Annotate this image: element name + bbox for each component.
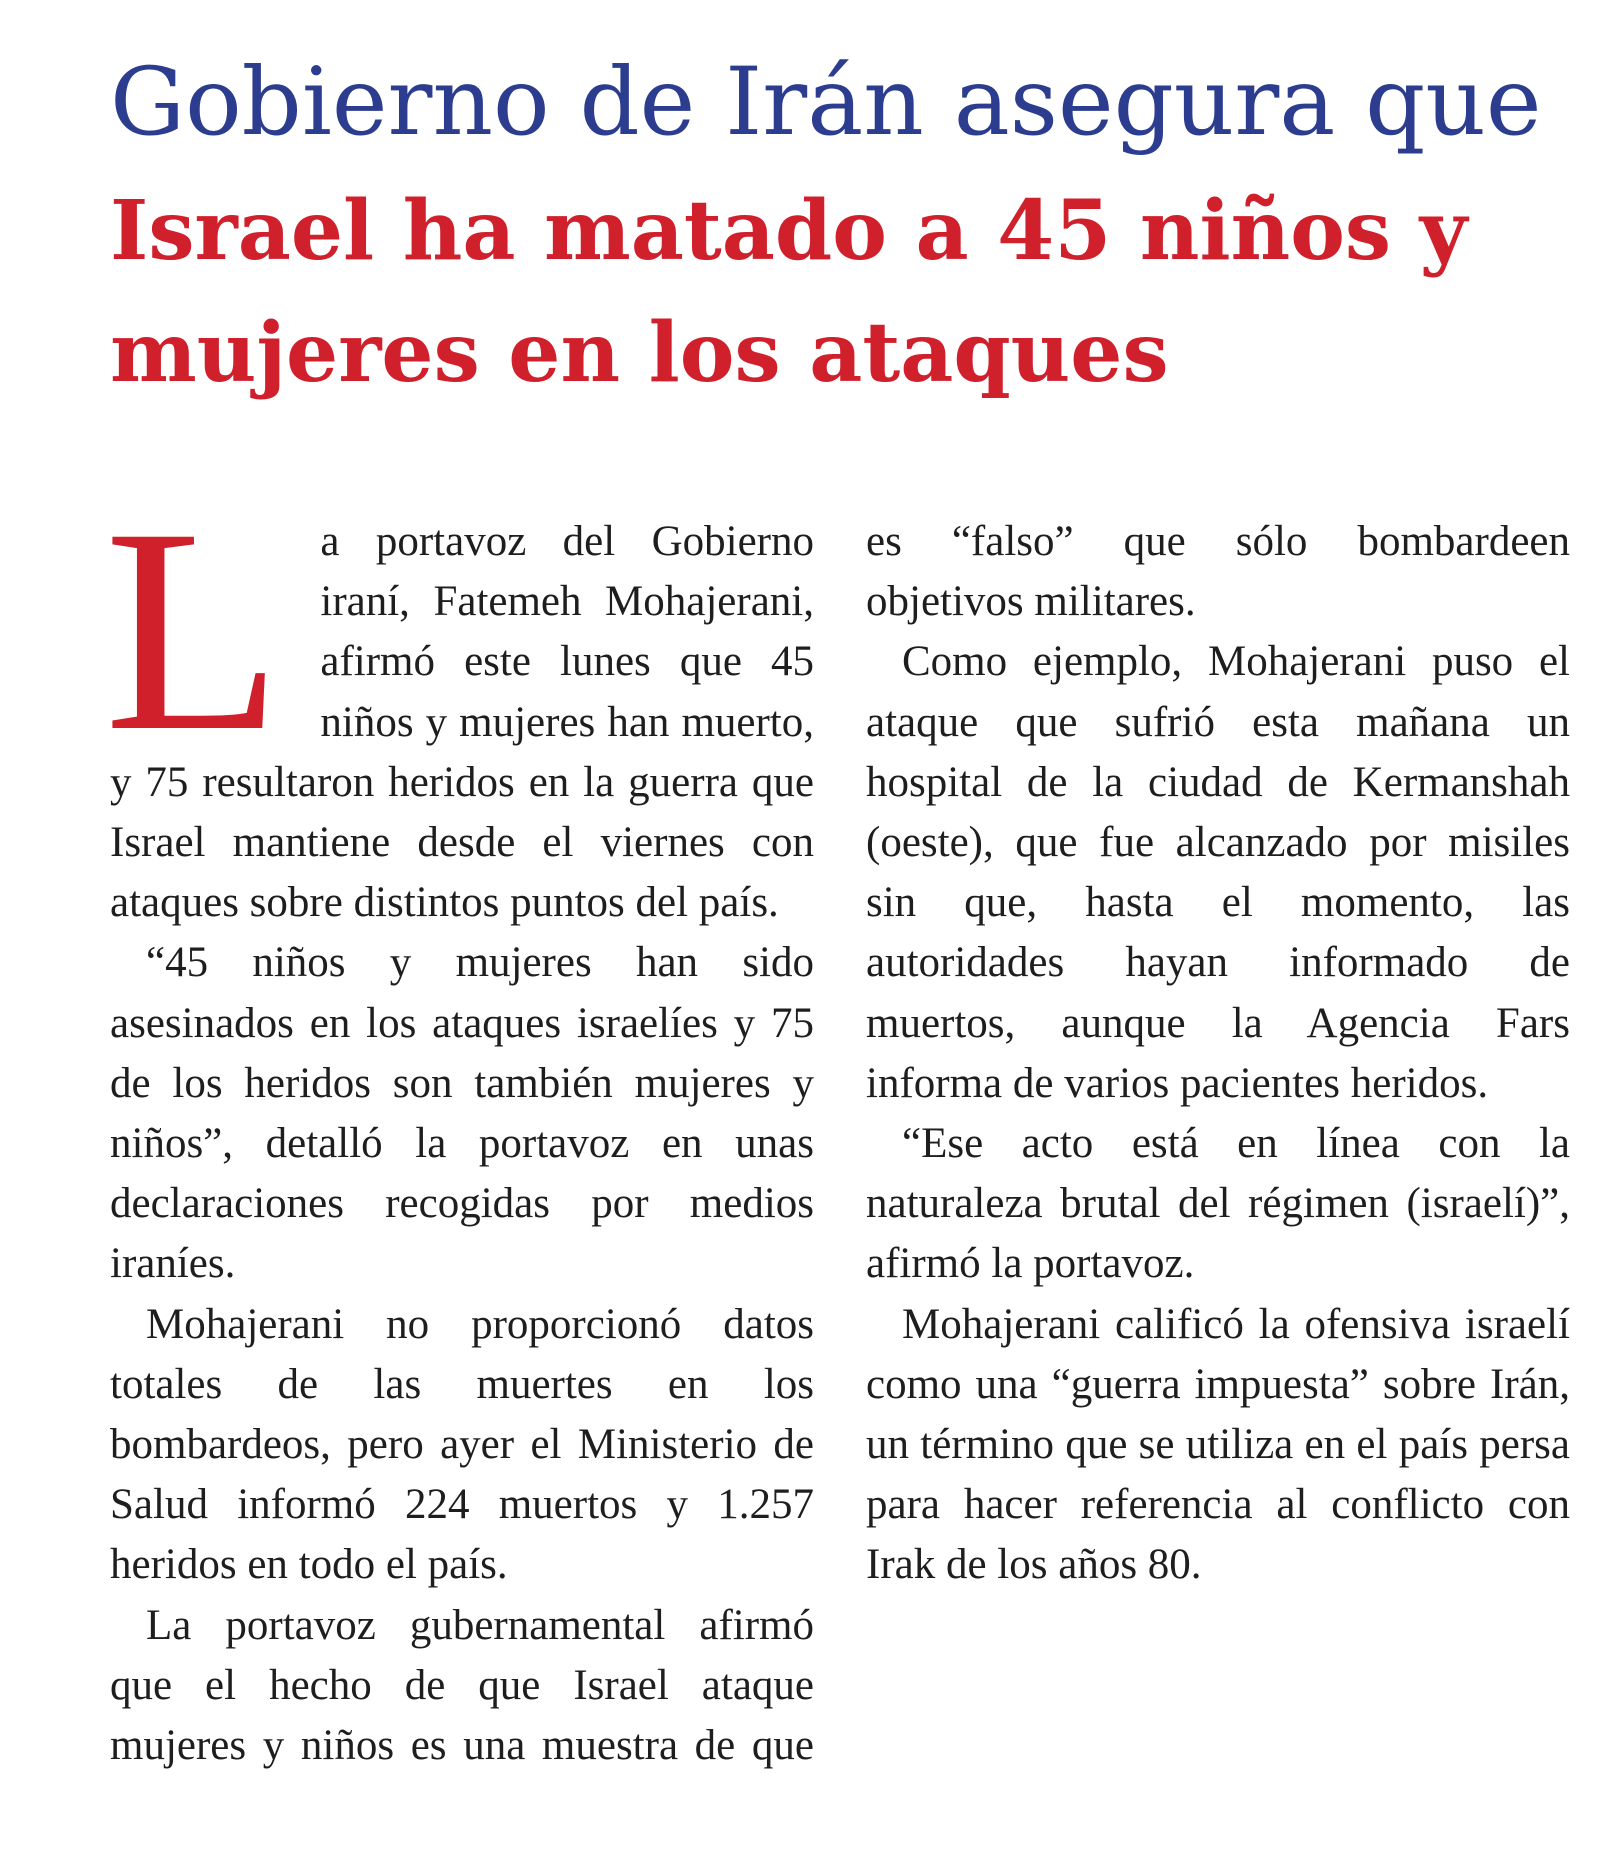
article-paragraph-6: “Ese acto está en línea con la naturaleza brutal del régimen (israelí)”, afirmó la portavoz. bbox=[866, 1120, 1570, 1288]
article-paragraph-4: La portavoz gubernamental afirmó que el hecho de que Israel ataque mujeres y niños es una muestra de que es “falso” que sólo bombardeen objetivos militares. bbox=[110, 518, 1570, 1770]
article-paragraph-3: Mohajerani no proporcionó datos totales de las muertes en los bombardeos, pero ayer el Ministerio de Salud informó 224 muertos y 1.257 heridos en todo el país. bbox=[110, 1300, 814, 1589]
headline bbox=[110, 40, 1570, 414]
article-paragraph-7: Mohajerani calificó la ofensiva israelí como una “guerra impuesta” sobre Irán, un término que se utiliza en el país persa para hacer referencia al conflicto con Irak de los años 80. bbox=[866, 1300, 1570, 1589]
paragraph-text: a portavoz del Gobierno iraní, Fatemeh Mohajerani, afirmó este lunes que 45 niños y mujeres han muerto, y 75 resultaron heridos en la guerra que Israel mantiene desde el viernes con ataques sobre distintos puntos del país. bbox=[110, 518, 814, 927]
article-body bbox=[104, 469, 1570, 1842]
headline-line-2: Israel ha matado a 45 niños y mujeres en los ataques bbox=[110, 183, 1468, 401]
article-paragraph-5: Como ejemplo, Mohajerani puso el ataque que sufrió esta mañana un hospital de la ciudad de Kermanshah (oeste), que fue alcanzado por misiles sin que, hasta el momento, las autoridades hayan informado de muertos, aunque la Agencia Fars informa de varios pacientes heridos. bbox=[866, 638, 1570, 1107]
article-paragraph-1 bbox=[104, 469, 814, 933]
article-paragraph-2: “45 niños y mujeres han sido asesinados en los ataques israelíes y 75 de los heridos son también mujeres y niños”, detalló la portavoz en unas declaraciones recogidas por medios iraníes. bbox=[110, 939, 814, 1288]
drop-cap: L bbox=[104, 469, 283, 792]
headline-line-1: Gobierno de Irán asegura que bbox=[110, 48, 1542, 157]
